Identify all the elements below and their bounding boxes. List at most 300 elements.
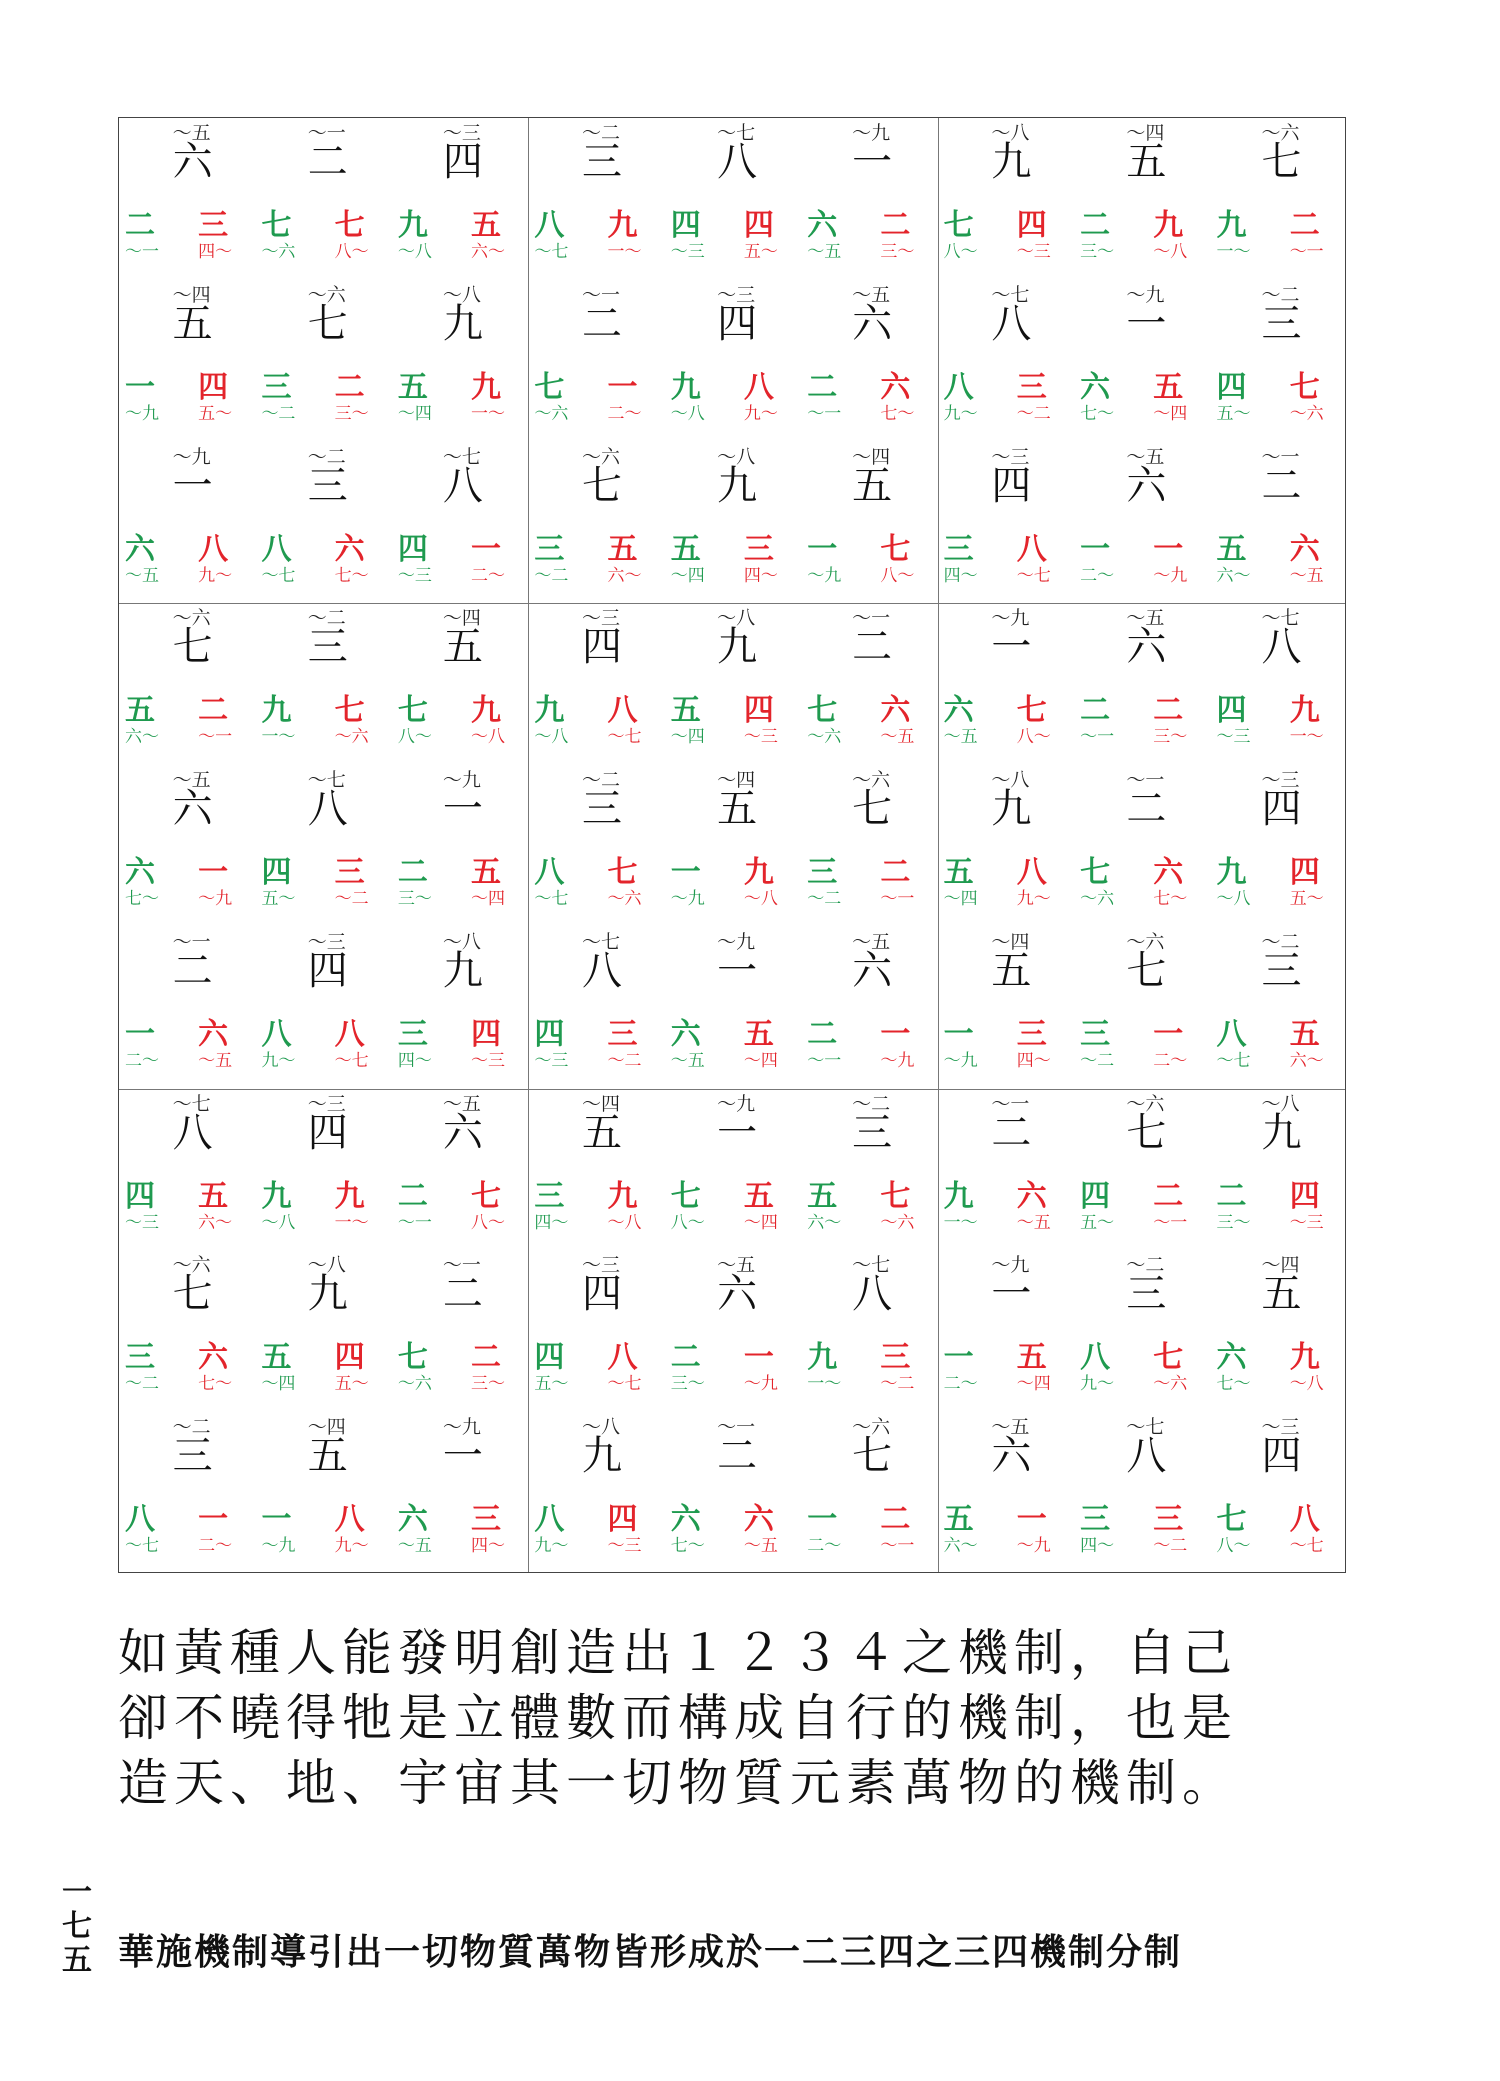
green-side-number: 八 [534, 1502, 565, 1538]
green-side-subscript: 七〜 [1216, 1374, 1251, 1395]
red-side-subscript: 四〜 [743, 565, 778, 586]
square-superscript: 〜二 [307, 607, 346, 630]
square-number: 三 [307, 624, 348, 671]
green-side-subscript: 〜七 [534, 889, 569, 910]
green-side-subscript: 〜六 [261, 242, 296, 262]
green-side-number: 九 [943, 1178, 974, 1214]
square-number: 二 [582, 300, 622, 347]
green-side-subscript: 四〜 [397, 1050, 432, 1071]
square-number: 四 [582, 624, 622, 671]
green-side-number: 二 [1080, 208, 1111, 243]
square-number: 九 [991, 139, 1032, 185]
square-number: 二 [1261, 462, 1302, 509]
red-side-number: 三 [334, 855, 365, 891]
square-number: 七 [1126, 1109, 1167, 1156]
red-side-subscript: 四〜 [198, 242, 233, 262]
square-superscript: 〜三 [991, 445, 1030, 468]
green-side-subscript: 六〜 [1216, 565, 1251, 586]
red-side-number: 一 [607, 369, 638, 405]
red-side-number: 一 [471, 531, 502, 567]
red-side-subscript: 〜七 [607, 1374, 642, 1395]
square-number: 九 [717, 462, 758, 509]
square-number: 四 [307, 1109, 348, 1156]
red-side-subscript: 〜七 [607, 727, 642, 748]
red-side-subscript: 一〜 [607, 242, 642, 262]
green-side-number: 六 [670, 1016, 701, 1052]
square-number: 四 [1261, 786, 1302, 833]
red-side-subscript: 〜七 [1289, 1536, 1324, 1557]
green-side-number: 九 [807, 1340, 838, 1376]
green-side-subscript: 〜九 [807, 565, 842, 586]
red-side-subscript: 二〜 [1153, 1050, 1188, 1071]
red-side-subscript: 七〜 [334, 565, 369, 586]
green-side-subscript: 八〜 [943, 242, 978, 262]
red-side-number: 三 [471, 1502, 502, 1538]
square-number: 八 [307, 786, 348, 833]
square-number: 二 [1126, 786, 1167, 833]
red-side-number: 四 [334, 1340, 365, 1376]
red-side-subscript: 三〜 [471, 1374, 506, 1395]
square-number: 一 [442, 1433, 483, 1480]
red-side-subscript: 四〜 [471, 1536, 506, 1557]
green-side-subscript: 五〜 [534, 1374, 569, 1395]
red-side-subscript: 九〜 [198, 565, 233, 586]
square-number: 五 [582, 1109, 622, 1156]
square-number: 八 [1261, 624, 1302, 671]
green-side-subscript: 一〜 [807, 1374, 842, 1395]
square-superscript: 〜六 [307, 283, 346, 306]
square-superscript: 〜六 [172, 607, 211, 630]
green-side-subscript: 九〜 [534, 1536, 569, 1557]
green-side-number: 六 [1216, 1340, 1247, 1376]
grid-row-divider [119, 1089, 1345, 1090]
green-side-subscript: 三〜 [1216, 1212, 1251, 1233]
red-side-number: 八 [1016, 855, 1047, 891]
square-superscript: 〜一 [1261, 445, 1300, 468]
green-side-subscript: 〜八 [1216, 889, 1251, 910]
green-side-number: 七 [670, 1178, 701, 1214]
red-side-subscript: 〜四 [743, 1212, 778, 1233]
red-side-subscript: 〜五 [1016, 1212, 1051, 1233]
red-side-subscript: 〜一 [1289, 242, 1324, 262]
square-number: 三 [1126, 1271, 1167, 1318]
red-side-number: 一 [1153, 1016, 1184, 1052]
square-superscript: 〜九 [991, 1254, 1030, 1277]
square-superscript: 〜二 [1126, 1254, 1165, 1277]
square-number: 四 [307, 947, 348, 994]
square-superscript: 〜一 [852, 607, 891, 630]
red-side-subscript: 五〜 [334, 1374, 369, 1395]
red-side-subscript: 〜六 [1153, 1374, 1188, 1395]
green-side-subscript: 四〜 [943, 565, 978, 586]
green-side-number: 八 [261, 531, 292, 567]
green-side-number: 二 [1080, 693, 1111, 729]
red-side-number: 六 [1016, 1178, 1047, 1214]
red-side-number: 九 [1153, 208, 1184, 243]
red-side-number: 七 [607, 855, 638, 891]
square-number: 五 [1126, 139, 1167, 185]
red-side-subscript: 八〜 [880, 565, 915, 586]
green-side-subscript: 八〜 [1216, 1536, 1251, 1557]
square-superscript: 〜四 [172, 283, 211, 306]
green-side-number: 七 [1216, 1502, 1247, 1538]
green-side-subscript: 七〜 [125, 889, 159, 910]
red-side-number: 九 [607, 1178, 638, 1214]
square-superscript: 〜三 [307, 1092, 346, 1115]
green-side-subscript: 四〜 [534, 1212, 569, 1233]
green-side-subscript: 〜一 [397, 1212, 432, 1233]
green-side-number: 四 [125, 1178, 155, 1214]
square-number: 九 [717, 624, 758, 671]
red-side-number: 三 [607, 1016, 638, 1052]
green-side-number: 八 [1216, 1016, 1247, 1052]
red-side-subscript: 八〜 [471, 1212, 506, 1233]
square-number: 六 [172, 139, 213, 185]
red-side-number: 一 [1016, 1502, 1047, 1538]
green-side-number: 一 [125, 369, 155, 405]
green-side-subscript: 九〜 [943, 403, 978, 424]
green-side-subscript: 〜九 [125, 403, 159, 424]
green-side-number: 四 [1080, 1178, 1111, 1214]
red-side-subscript: 〜七 [334, 1050, 369, 1071]
green-side-subscript: 〜七 [125, 1536, 159, 1557]
red-side-number: 二 [1153, 693, 1184, 729]
red-side-number: 五 [1153, 369, 1184, 405]
green-side-number: 六 [125, 855, 155, 891]
square-superscript: 〜七 [582, 930, 621, 953]
square-superscript: 〜二 [307, 445, 346, 468]
square-number: 三 [582, 139, 622, 185]
green-side-number: 三 [534, 531, 565, 567]
green-side-subscript: 一〜 [1216, 242, 1251, 262]
square-number: 三 [852, 1109, 893, 1156]
square-superscript: 〜四 [852, 445, 891, 468]
red-side-number: 九 [1289, 693, 1320, 729]
green-side-number: 一 [807, 531, 838, 567]
red-side-number: 七 [1016, 693, 1047, 729]
square-number: 六 [852, 947, 893, 994]
red-side-number: 五 [471, 855, 502, 891]
green-side-subscript: 〜九 [670, 889, 705, 910]
red-side-subscript: 〜八 [1153, 242, 1188, 262]
red-side-subscript: 〜三 [607, 1536, 642, 1557]
square-number: 四 [442, 139, 483, 185]
green-side-number: 一 [807, 1502, 838, 1538]
square-number: 二 [852, 624, 893, 671]
green-side-number: 二 [397, 855, 428, 891]
red-side-number: 七 [1289, 369, 1320, 405]
red-side-subscript: 〜六 [1289, 403, 1324, 424]
square-superscript: 〜八 [307, 1254, 346, 1277]
square-superscript: 〜四 [442, 607, 481, 630]
red-side-subscript: 〜二 [1153, 1536, 1188, 1557]
red-side-subscript: 一〜 [1289, 727, 1324, 748]
square-number: 八 [582, 947, 622, 994]
green-side-number: 八 [125, 1502, 155, 1538]
square-superscript: 〜七 [1261, 607, 1300, 630]
green-side-subscript: 〜八 [670, 403, 705, 424]
square-superscript: 〜二 [172, 1416, 211, 1439]
red-side-subscript: 〜五 [743, 1536, 778, 1557]
green-side-number: 二 [125, 208, 155, 243]
square-number: 五 [442, 624, 483, 671]
green-side-subscript: 八〜 [397, 727, 432, 748]
green-side-subscript: 〜四 [261, 1374, 296, 1395]
square-superscript: 〜四 [717, 769, 756, 792]
red-side-subscript: 〜二 [880, 1374, 915, 1395]
red-side-number: 三 [880, 1340, 911, 1376]
green-side-subscript: 〜五 [943, 727, 978, 748]
square-superscript: 〜九 [442, 769, 481, 792]
green-side-subscript: 〜七 [1216, 1050, 1251, 1071]
square-superscript: 〜六 [852, 1416, 891, 1439]
green-side-number: 八 [534, 855, 565, 891]
red-side-number: 三 [1016, 1016, 1047, 1052]
square-superscript: 〜七 [1126, 1416, 1165, 1439]
red-side-subscript: 〜二 [607, 1050, 642, 1071]
square-superscript: 〜八 [582, 1416, 621, 1439]
square-number: 一 [442, 786, 483, 833]
red-side-number: 七 [880, 531, 911, 567]
red-side-number: 七 [880, 1178, 911, 1214]
red-side-number: 九 [1289, 1340, 1320, 1376]
square-superscript: 〜七 [442, 445, 481, 468]
grid-row-divider [119, 603, 1345, 604]
square-number: 八 [991, 300, 1032, 347]
red-side-number: 三 [198, 208, 229, 243]
square-superscript: 〜二 [582, 122, 621, 144]
square-superscript: 〜三 [307, 930, 346, 953]
square-superscript: 〜五 [852, 930, 891, 953]
square-superscript: 〜八 [717, 445, 756, 468]
red-side-subscript: 〜一 [880, 889, 915, 910]
red-side-number: 二 [880, 1502, 911, 1538]
square-superscript: 〜五 [1126, 445, 1165, 468]
red-side-number: 八 [607, 693, 638, 729]
red-side-subscript: 〜八 [743, 889, 778, 910]
red-side-subscript: 〜九 [743, 1374, 778, 1395]
green-side-number: 三 [943, 531, 974, 567]
red-side-subscript: 〜二 [1016, 403, 1051, 424]
red-side-subscript: 〜一 [198, 727, 233, 748]
red-side-number: 五 [743, 1178, 774, 1214]
green-side-subscript: 二〜 [807, 1536, 842, 1557]
red-side-number: 七 [1153, 1340, 1184, 1376]
red-side-subscript: 六〜 [1289, 1050, 1324, 1071]
green-side-subscript: 〜六 [534, 403, 569, 424]
red-side-subscript: 七〜 [198, 1374, 233, 1395]
green-side-subscript: 五〜 [1216, 403, 1251, 424]
red-side-number: 二 [198, 693, 229, 729]
red-side-subscript: 〜四 [743, 1050, 778, 1071]
red-side-subscript: 〜五 [880, 727, 915, 748]
green-side-number: 九 [670, 369, 701, 405]
red-side-number: 一 [743, 1340, 774, 1376]
square-superscript: 〜四 [991, 930, 1030, 953]
green-side-number: 二 [397, 1178, 428, 1214]
green-side-subscript: 〜一 [807, 403, 842, 424]
square-number: 七 [852, 786, 893, 833]
red-side-subscript: 〜一 [880, 1536, 915, 1557]
square-superscript: 〜九 [172, 445, 211, 468]
red-side-subscript: 〜六 [880, 1212, 915, 1233]
square-superscript: 〜七 [172, 1092, 211, 1115]
square-superscript: 〜五 [1126, 607, 1165, 630]
red-side-subscript: 〜五 [1289, 565, 1324, 586]
square-superscript: 〜九 [442, 1416, 481, 1439]
square-number: 六 [1126, 624, 1167, 671]
square-superscript: 〜三 [717, 283, 756, 306]
green-side-subscript: 五〜 [1080, 1212, 1115, 1233]
red-side-subscript: 〜八 [607, 1212, 642, 1233]
red-side-number: 九 [471, 369, 502, 405]
square-number: 五 [852, 462, 893, 509]
green-side-subscript: 〜三 [670, 242, 705, 262]
red-side-subscript: 〜三 [471, 1050, 506, 1071]
green-side-number: 八 [1080, 1340, 1111, 1376]
square-superscript: 〜四 [1261, 1254, 1300, 1277]
square-superscript: 〜一 [307, 122, 346, 144]
square-superscript: 〜五 [442, 1092, 481, 1115]
green-side-number: 五 [261, 1340, 292, 1376]
square-superscript: 〜三 [1261, 1416, 1300, 1439]
green-side-subscript: 三〜 [670, 1374, 705, 1395]
green-side-subscript: 〜六 [807, 727, 842, 748]
square-superscript: 〜九 [991, 607, 1030, 630]
red-side-subscript: 〜四 [1153, 403, 1188, 424]
red-side-subscript: 六〜 [198, 1212, 233, 1233]
square-superscript: 〜二 [1261, 283, 1300, 306]
square-number: 四 [991, 462, 1032, 509]
red-side-number: 六 [880, 369, 911, 405]
red-side-number: 一 [880, 1016, 911, 1052]
page-number-digit: 七 [62, 1909, 92, 1944]
green-side-subscript: 〜五 [125, 565, 159, 586]
square-superscript: 〜五 [852, 283, 891, 306]
green-side-number: 四 [1216, 369, 1247, 405]
green-side-subscript: 二〜 [125, 1050, 159, 1071]
square-superscript: 〜七 [991, 283, 1030, 306]
red-side-subscript: 〜三 [1016, 242, 1051, 262]
red-side-number: 八 [198, 531, 229, 567]
square-superscript: 〜三 [1261, 769, 1300, 792]
green-side-number: 九 [1216, 855, 1247, 891]
square-number: 六 [442, 1109, 483, 1156]
green-side-number: 五 [397, 369, 428, 405]
red-side-subscript: 〜二 [334, 889, 369, 910]
square-superscript: 〜九 [717, 930, 756, 953]
green-side-subscript: 〜八 [534, 727, 569, 748]
square-number: 三 [172, 1433, 213, 1480]
green-side-subscript: 〜四 [670, 565, 705, 586]
square-superscript: 〜四 [1126, 122, 1165, 144]
square-superscript: 〜二 [582, 769, 621, 792]
green-side-subscript: 〜六 [397, 1374, 432, 1395]
square-number: 二 [991, 1109, 1032, 1156]
red-side-number: 七 [471, 1178, 502, 1214]
green-side-subscript: 六〜 [807, 1212, 842, 1233]
square-superscript: 〜八 [442, 283, 481, 306]
square-number: 一 [991, 1271, 1032, 1318]
square-superscript: 〜七 [717, 122, 756, 144]
square-superscript: 〜六 [1126, 930, 1165, 953]
red-side-number: 九 [607, 208, 638, 243]
square-superscript: 〜八 [717, 607, 756, 630]
square-number: 五 [307, 1433, 348, 1480]
green-side-number: 六 [807, 208, 838, 243]
green-side-number: 五 [943, 855, 974, 891]
green-side-number: 五 [943, 1502, 974, 1538]
paragraph-line: 卻不曉得牠是立體數而構成自行的機制，也是 [118, 1689, 1238, 1747]
green-side-number: 三 [1080, 1016, 1111, 1052]
red-side-number: 五 [198, 1178, 229, 1214]
red-side-subscript: 三〜 [334, 403, 369, 424]
red-side-subscript: 〜五 [198, 1050, 233, 1071]
square-number: 九 [442, 300, 483, 347]
red-side-subscript: 四〜 [1016, 1050, 1051, 1071]
square-number: 六 [852, 300, 893, 347]
red-side-number: 四 [471, 1016, 502, 1052]
red-side-number: 八 [1016, 531, 1047, 567]
green-side-subscript: 〜四 [670, 727, 705, 748]
red-side-subscript: 二〜 [607, 403, 642, 424]
green-side-number: 四 [261, 855, 292, 891]
green-side-subscript: 〜八 [397, 242, 432, 262]
red-side-number: 九 [334, 1178, 365, 1214]
green-side-number: 六 [397, 1502, 428, 1538]
green-side-number: 四 [397, 531, 428, 567]
red-side-subscript: 三〜 [1153, 727, 1188, 748]
square-superscript: 〜五 [717, 1254, 756, 1277]
green-side-number: 四 [1216, 693, 1247, 729]
paragraph-line: 造天、地、宇宙其一切物質元素萬物的機制。 [118, 1754, 1238, 1812]
red-side-number: 二 [880, 855, 911, 891]
square-number: 一 [717, 947, 758, 994]
red-side-number: 七 [334, 208, 365, 243]
red-side-subscript: 六〜 [607, 565, 642, 586]
green-side-number: 五 [670, 531, 701, 567]
red-side-number: 八 [607, 1340, 638, 1376]
grid-column-divider [938, 118, 939, 1572]
square-number: 一 [1126, 300, 1167, 347]
red-side-number: 五 [1016, 1340, 1047, 1376]
red-side-number: 八 [743, 369, 774, 405]
square-number: 五 [1261, 1271, 1302, 1318]
square-number: 七 [852, 1433, 893, 1480]
red-side-subscript: 二〜 [198, 1536, 233, 1557]
green-side-subscript: 〜四 [943, 889, 978, 910]
square-superscript: 〜四 [582, 1092, 621, 1115]
red-side-number: 九 [743, 855, 774, 891]
square-superscript: 〜六 [1126, 1092, 1165, 1115]
red-side-subscript: 〜九 [198, 889, 233, 910]
green-side-number: 一 [943, 1016, 974, 1052]
red-side-number: 六 [198, 1340, 229, 1376]
red-side-subscript: 五〜 [743, 242, 778, 262]
red-side-subscript: 一〜 [471, 403, 506, 424]
green-side-number: 二 [1216, 1178, 1247, 1214]
square-superscript: 〜一 [442, 1254, 481, 1277]
red-side-number: 一 [198, 855, 229, 891]
square-superscript: 〜二 [852, 1092, 891, 1115]
green-side-number: 二 [807, 369, 838, 405]
square-number: 六 [172, 786, 213, 833]
red-side-number: 四 [743, 693, 774, 729]
red-side-number: 六 [1289, 531, 1320, 567]
square-superscript: 〜三 [582, 607, 621, 630]
square-number: 二 [717, 1433, 758, 1480]
green-side-subscript: 〜七 [261, 565, 296, 586]
